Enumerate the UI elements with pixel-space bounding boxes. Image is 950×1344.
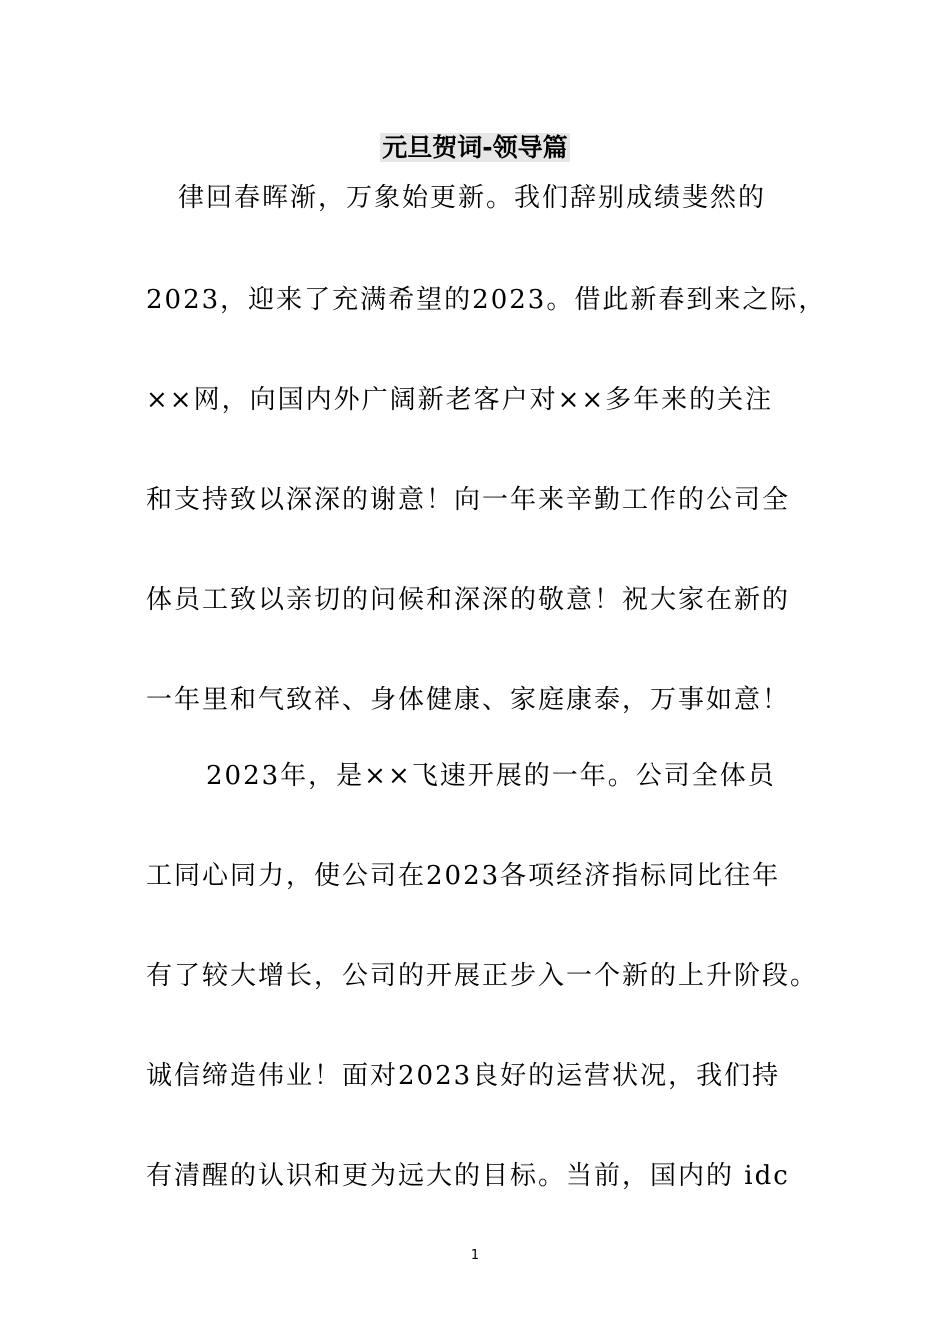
paragraph-line: 有清醒的认识和更为远大的目标。当前，国内的 idc [146,1161,790,1191]
paragraph-line: ××网，向国内外广阔新老客户对××多年来的关注 [146,385,774,415]
page-number: 1 [470,1248,480,1263]
paragraph-line: 诚信缔造伟业！面对2023良好的运营状况，我们持 [146,1061,781,1091]
paragraph-line: 律回春晖渐，万象始更新。我们辞别成绩斐然的 [178,183,767,213]
paragraph-line: 有了较大增长，公司的开展正步入一个新的上升阶段。 [146,961,819,991]
document-title [0,130,950,166]
document-title-text: 元旦贺词-领导篇 [382,133,568,162]
paragraph-line: 体员工致以亲切的问候和深深的敬意！祝大家在新的 [146,585,791,615]
paragraph-line: 一年里和气致祥、身体健康、家庭康泰，万事如意！ [146,685,791,715]
paragraph-line: 工同心同力，使公司在2023各项经济指标同比往年 [146,861,781,891]
paragraph-line: 和支持致以深深的谢意！向一年来辛勤工作的公司全 [146,485,791,515]
paragraph-line: 2023年，是××飞速开展的一年。公司全体员 [206,761,776,791]
paragraph-line: 2023，迎来了充满希望的2023。借此新春到来之际， [146,285,827,315]
